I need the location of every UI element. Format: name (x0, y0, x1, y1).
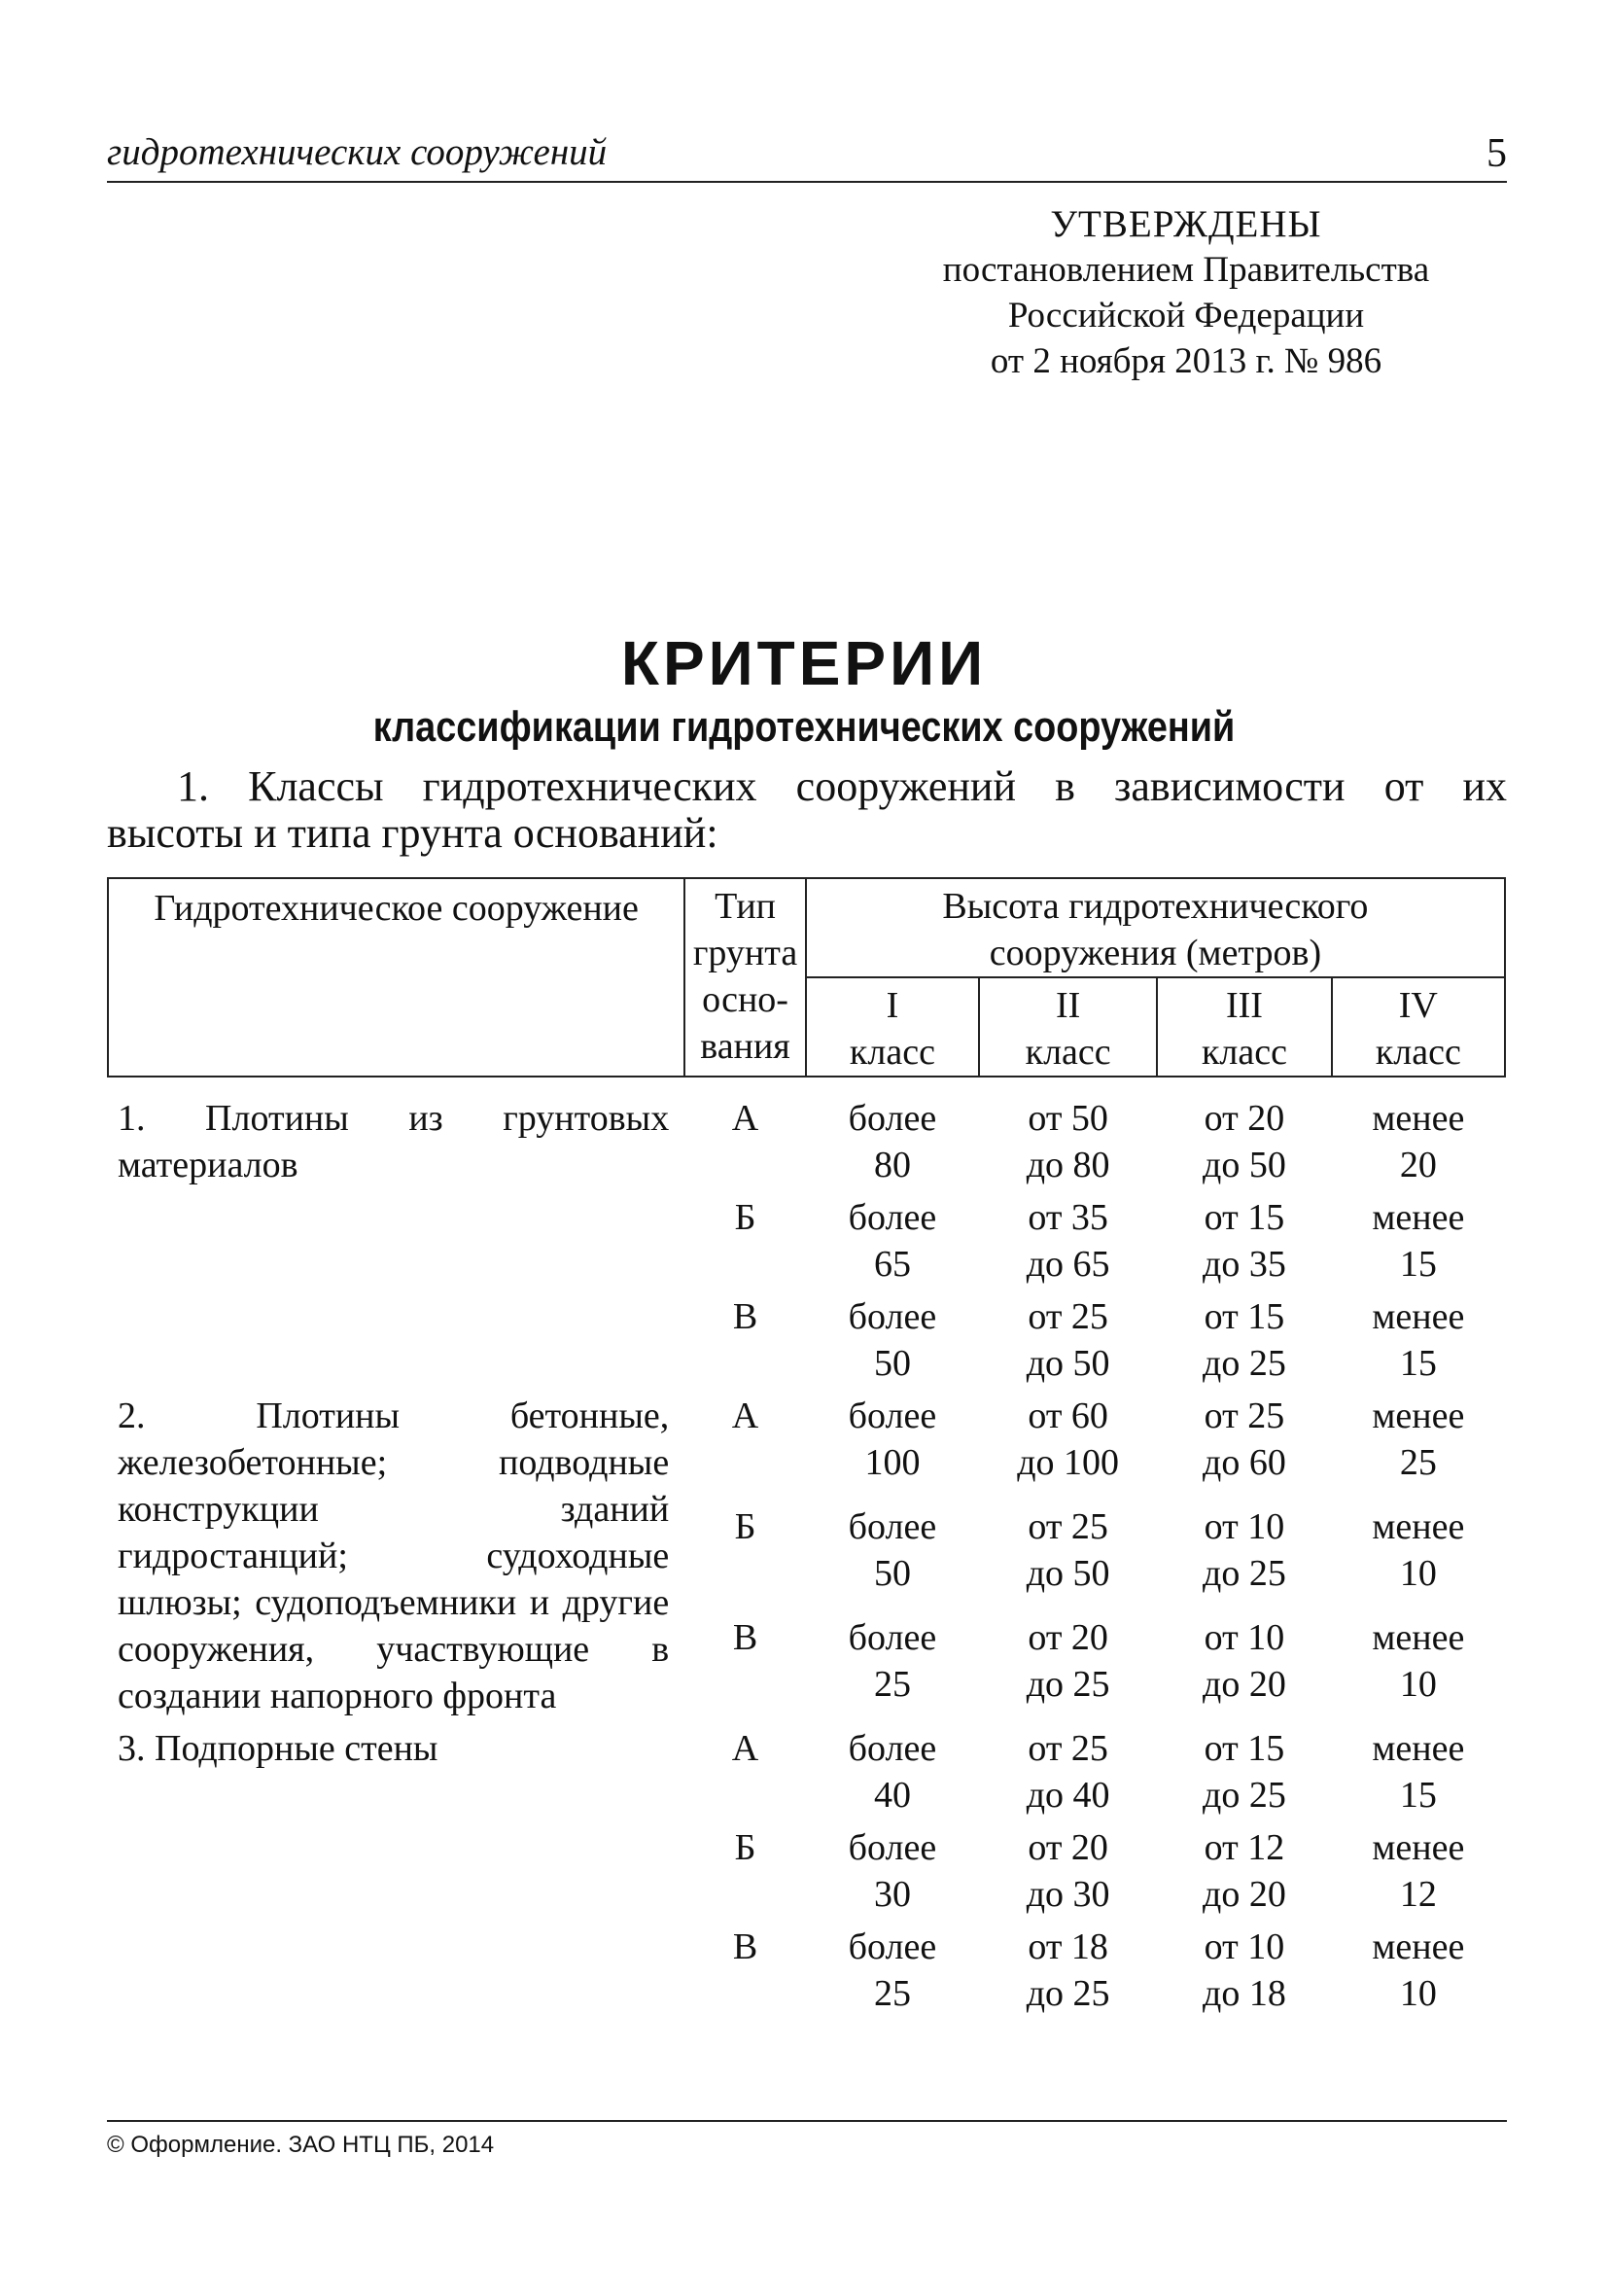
class-1-range: более 25 (848, 1926, 937, 2014)
class-2-range: от 18 до 25 (1026, 1926, 1110, 2014)
class-2-range: от 50 до 80 (1026, 1098, 1110, 1185)
class-4-range: менее 12 (1372, 1827, 1465, 1915)
soil-type: А (731, 1728, 759, 1769)
soil-type: А (731, 1098, 759, 1139)
document-title: КРИТЕРИИ (620, 628, 988, 698)
class-3-range: от 10 до 25 (1203, 1506, 1286, 1594)
footer-copyright: © Оформление. ЗАО НТЦ ПБ, 2014 (107, 2132, 495, 2158)
class-2-range: от 25 до 50 (1026, 1506, 1110, 1594)
table-row (108, 1719, 1505, 1819)
class-3-range: от 20 до 50 (1203, 1098, 1286, 1185)
approval-line: Российской Федерации (1007, 296, 1365, 336)
approval-line: от 2 ноября 2013 г. № 986 (990, 341, 1382, 381)
class-2-range: от 25 до 40 (1026, 1728, 1110, 1816)
class-4-range: менее 15 (1372, 1197, 1465, 1285)
class-1-range: более 40 (848, 1728, 937, 1816)
footer-divider (107, 2120, 1507, 2122)
class-4-range: менее 10 (1372, 1617, 1465, 1705)
class-4-range: менее 25 (1372, 1395, 1465, 1483)
table-row (108, 1077, 1505, 1188)
soil-type: Б (734, 1827, 756, 1868)
intro-paragraph (107, 763, 1507, 857)
structure-name: 1. Плотины из грунтовых материалов (118, 1098, 670, 1185)
document-subtitle: классификации гидротехнических сооружений (372, 703, 1236, 751)
class-2-range: от 20 до 25 (1026, 1617, 1110, 1705)
header-soil-type: Тип грунта осно- вания (684, 878, 806, 1077)
intro-line: 1. Классы гидротехнических сооружений в зависимости от их (177, 762, 1507, 810)
class-1-range: более 50 (848, 1506, 937, 1594)
class-2-range: от 20 до 30 (1026, 1827, 1110, 1915)
page-number: 5 (1486, 131, 1507, 176)
structure-name: 3. Подпорные стены (118, 1728, 438, 1769)
soil-type: Б (734, 1506, 756, 1547)
class-2-range: от 35 до 65 (1026, 1197, 1110, 1285)
structure-name: 2. Плотины бетонные, железобетонные; подводные конструкции зданий гидростанций; судоходные шлюзы; судоподъемники и другие сооружения, участвующие в создании напорного фронта (118, 1395, 670, 1716)
class-1-range: более 80 (848, 1098, 937, 1185)
soil-type: Б (734, 1197, 756, 1238)
soil-type: В (732, 1296, 758, 1337)
class-4-range: менее 15 (1372, 1296, 1465, 1384)
class-2-range: от 25 до 50 (1026, 1296, 1110, 1384)
class-3-range: от 25 до 60 (1203, 1395, 1286, 1483)
header-class-1: I класс (806, 977, 979, 1077)
approval-line: постановлением Правительства (942, 250, 1430, 290)
class-3-range: от 15 до 35 (1203, 1197, 1286, 1285)
class-3-range: от 10 до 20 (1203, 1617, 1286, 1705)
class-1-range: более 25 (848, 1617, 937, 1705)
class-3-range: от 15 до 25 (1203, 1728, 1286, 1816)
approval-block (875, 201, 1497, 384)
header-height: Высота гидротехнического сооружения (метров) (806, 878, 1505, 977)
running-title: гидротехнических сооружений (107, 131, 608, 173)
table-body (108, 1077, 1505, 2017)
class-1-range: более 50 (848, 1296, 937, 1384)
running-header (107, 126, 1507, 183)
header-class-2: II класс (979, 977, 1157, 1077)
class-2-range: от 60 до 100 (1017, 1395, 1120, 1483)
soil-type: А (731, 1395, 759, 1436)
class-4-range: менее 10 (1372, 1506, 1465, 1594)
class-4-range: менее 15 (1372, 1728, 1465, 1816)
soil-type: В (732, 1617, 758, 1658)
header-class-4: IV класс (1332, 977, 1505, 1077)
header-class-3: III класс (1157, 977, 1331, 1077)
intro-line: высоты и типа грунта оснований: (107, 809, 718, 857)
classification-table (107, 877, 1506, 2017)
class-4-range: менее 20 (1372, 1098, 1465, 1185)
soil-type: В (732, 1926, 758, 1967)
class-3-range: от 12 до 20 (1203, 1827, 1286, 1915)
class-3-range: от 15 до 25 (1203, 1296, 1286, 1384)
header-structure: Гидротехническое сооружение (108, 878, 684, 1077)
class-4-range: менее 10 (1372, 1926, 1465, 2014)
approval-stamp: УТВЕРЖДЕНЫ (1050, 203, 1322, 245)
table-row (108, 1387, 1505, 1498)
class-3-range: от 10 до 18 (1203, 1926, 1286, 2014)
class-1-range: более 100 (848, 1395, 937, 1483)
class-1-range: более 30 (848, 1827, 937, 1915)
class-1-range: более 65 (848, 1197, 937, 1285)
